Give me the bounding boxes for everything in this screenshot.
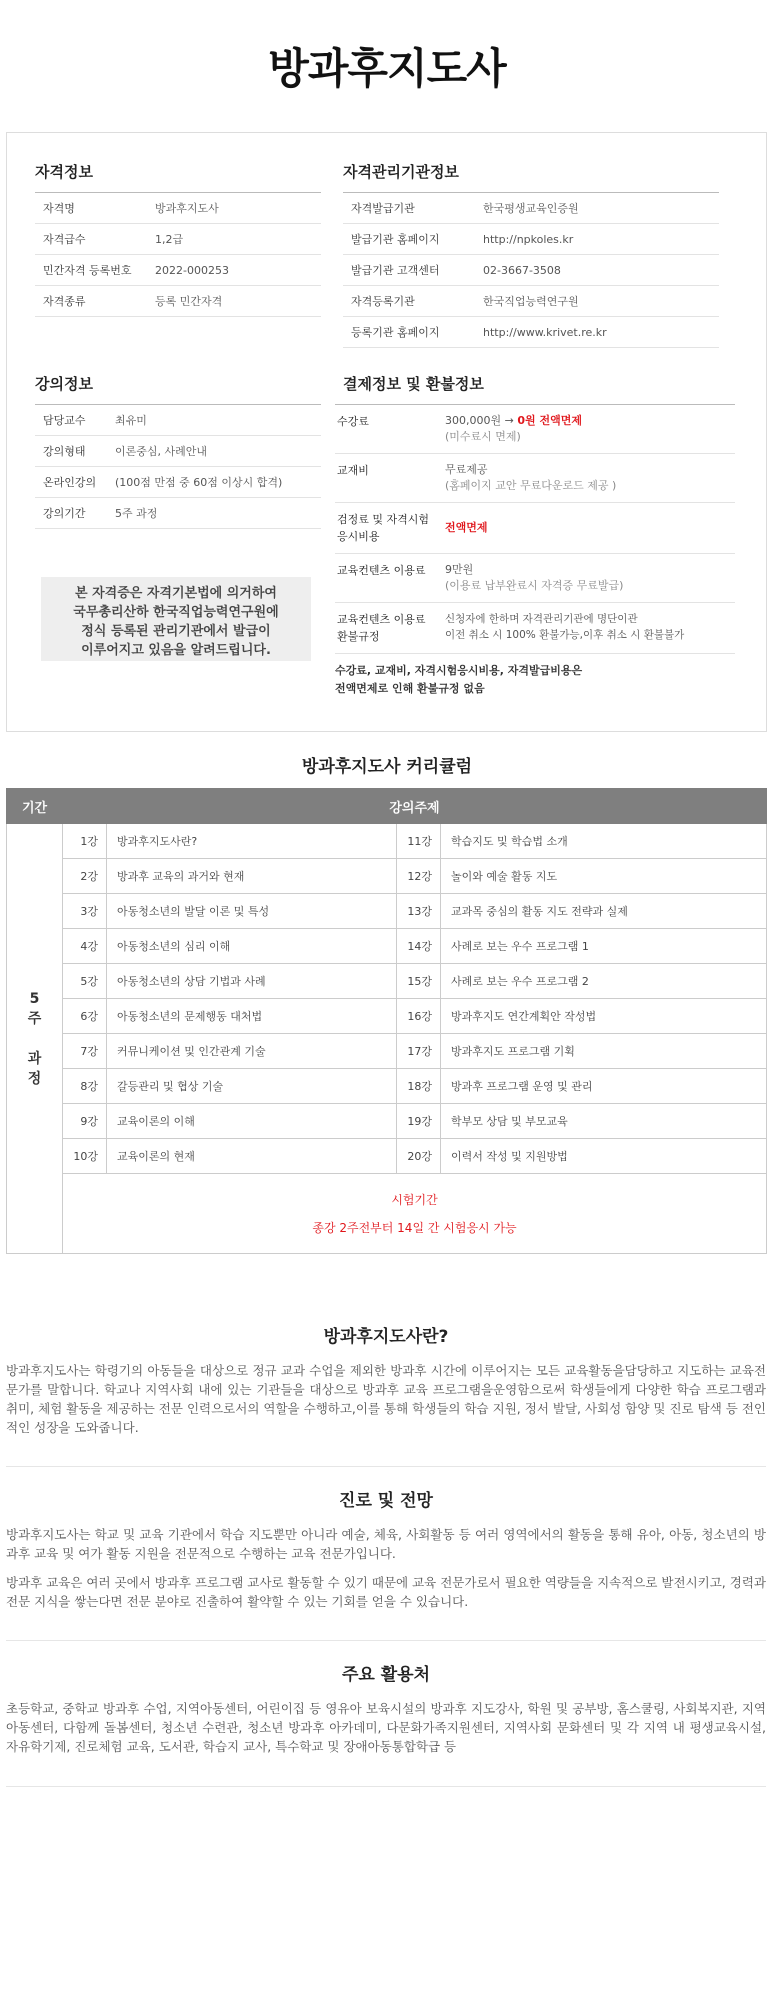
kv-row xyxy=(35,467,321,498)
fee-label xyxy=(335,611,445,645)
kv-value: 한국직업능력연구원 xyxy=(483,295,579,308)
kv-value: (100점 만점 중 60점 이상시 합격) xyxy=(115,476,283,489)
kv-key: 자격종류 xyxy=(43,295,86,308)
lesson-number: 18강 xyxy=(397,1069,441,1104)
lesson-number: 10강 xyxy=(63,1139,107,1174)
kv-row xyxy=(343,193,719,224)
material-value: 무료제공 xyxy=(445,463,488,476)
fee-label: 교육컨텐츠 이용료 xyxy=(337,564,426,577)
lesson-topic: 사례로 보는 우수 프로그램 1 xyxy=(441,929,767,964)
fee-label-line: 응시비용 xyxy=(337,530,380,543)
lesson-topic: 사례로 보는 우수 프로그램 2 xyxy=(441,964,767,999)
kv-row xyxy=(35,193,321,224)
footnote-line: 전액면제로 인해 환불규정 없음 xyxy=(335,682,485,695)
exam-desc: 종강 2주전부터 14일 간 시험응시 가능 xyxy=(312,1220,517,1235)
table-row xyxy=(7,859,767,894)
lesson-number: 9강 xyxy=(63,1104,107,1139)
kv-row xyxy=(343,286,719,317)
kv-row xyxy=(35,255,321,286)
table-row xyxy=(7,1034,767,1069)
lesson-topic: 이력서 작성 및 지원방법 xyxy=(441,1139,767,1174)
kv-row xyxy=(343,224,719,255)
payment-section xyxy=(335,373,735,698)
lesson-number: 12강 xyxy=(397,859,441,894)
kv-row xyxy=(35,224,321,255)
kv-value: 한국평생교육인증원 xyxy=(483,202,579,215)
lesson-number: 19강 xyxy=(397,1104,441,1139)
col-period-header: 기간 xyxy=(7,789,63,824)
kv-key: 자격발급기관 xyxy=(351,202,415,215)
arrow-icon: → xyxy=(504,414,514,427)
exam-value: 전액면제 xyxy=(445,521,488,534)
kv-row xyxy=(343,317,719,348)
kv-value: 등록 민간자격 xyxy=(155,295,223,308)
lesson-number: 4강 xyxy=(63,929,107,964)
lesson-topic: 방과후지도 연간계획안 작성법 xyxy=(441,999,767,1034)
fee-label xyxy=(335,511,445,545)
usage-body: 초등학교, 중학교 방과후 수업, 지역아동센터, 어린이집 등 영유아 보육시설의 방과후 지도강사, 학원 및 공부방, 홈스쿨링, 사회복지관, 지역아동센터, 다함께 돌봄센터, 청소년 수련관, 청소년 방과후 아카데미, 다문화가족지원센터, 지역사회 문화센터 및 각 지역 내 평생교육시설, 자유학기제, 진로체험 교육, 도서관, 학습지 교사, 특수학교 및 장애아동통합학급 등 xyxy=(6,1701,766,1754)
material-note: (홈페이지 교안 무료다운로드 제공 ) xyxy=(445,479,617,492)
fee-label: 교재비 xyxy=(337,464,369,477)
lesson-topic: 방과후 교육의 과거와 현재 xyxy=(107,859,397,894)
fee-label-line: 환불규정 xyxy=(337,630,380,643)
lesson-number: 3강 xyxy=(63,894,107,929)
info-box xyxy=(6,132,767,732)
lesson-number: 7강 xyxy=(63,1034,107,1069)
lesson-topic: 방과후지도사란? xyxy=(107,824,397,859)
table-row xyxy=(7,824,767,859)
notice-line: 이루어지고 있음을 알려드립니다. xyxy=(81,643,271,658)
lesson-number: 16강 xyxy=(397,999,441,1034)
tuition-free: 0원 전액면제 xyxy=(517,414,582,427)
kv-key: 담당교수 xyxy=(43,414,86,427)
lesson-topic: 아동청소년의 심리 이해 xyxy=(107,929,397,964)
lesson-topic: 아동청소년의 문제행동 대처법 xyxy=(107,999,397,1034)
about-heading: 방과후지도사란? xyxy=(323,1327,449,1347)
period-cell xyxy=(7,824,63,1254)
usage-heading: 주요 활용처 xyxy=(341,1665,431,1685)
qualification-heading: 자격정보 xyxy=(35,161,321,193)
lesson-topic: 교과목 중심의 활동 지도 전략과 실제 xyxy=(441,894,767,929)
fee-row-material xyxy=(335,454,735,503)
lesson-topic: 아동청소년의 발달 이론 및 특성 xyxy=(107,894,397,929)
fee-label-line: 교육컨텐츠 이용료 xyxy=(337,613,426,626)
agency-homepage-link[interactable]: http://npkoles.kr xyxy=(483,232,574,246)
kv-key: 민간자격 등록번호 xyxy=(43,264,132,277)
kv-key: 자격등록기관 xyxy=(351,295,415,308)
divider xyxy=(6,1786,766,1787)
fee-row-tuition xyxy=(335,405,735,454)
lecture-section xyxy=(35,373,321,529)
career-heading: 진로 및 전망 xyxy=(339,1491,433,1511)
registry-homepage-link[interactable]: http://www.krivet.re.kr xyxy=(483,325,607,339)
table-row xyxy=(7,964,767,999)
curriculum-table xyxy=(6,788,767,1254)
divider xyxy=(6,1640,766,1641)
refund-line: 신청자에 한하며 자격관리기관에 명단이관 xyxy=(445,613,638,625)
agency-section xyxy=(343,161,719,348)
fee-row-exam xyxy=(335,503,735,554)
content-note: (이용료 납부완료시 자격증 무료발급) xyxy=(445,579,624,592)
kv-key: 강의기간 xyxy=(43,507,86,520)
table-row xyxy=(7,1139,767,1174)
col-topic-header: 강의주제 xyxy=(63,789,767,824)
kv-key: 온라인강의 xyxy=(43,476,97,489)
period-text: 정 xyxy=(27,1070,42,1087)
lesson-number: 2강 xyxy=(63,859,107,894)
lesson-number: 13강 xyxy=(397,894,441,929)
kv-value: 02-3667-3508 xyxy=(483,263,561,277)
fee-footnote xyxy=(335,654,735,698)
lesson-topic: 방과후지도 프로그램 기획 xyxy=(441,1034,767,1069)
period-text: 주 xyxy=(27,1010,42,1027)
lesson-number: 5강 xyxy=(63,964,107,999)
lesson-number: 14강 xyxy=(397,929,441,964)
about-body: 방과후지도사는 학령기의 아동들을 대상으로 정규 교과 수업을 제외한 방과후 시간에 이루어지는 모든 교육활동을담당하고 지도하는 교육전문가를 말합니다. 학교나 지역사회 내에 있는 기관들을 대상으로 방과후 교육 프로그램을운영함으로써 학생들에게 다양한 학습 프로그램과 취미, 체험 활동을 제공하는 전문 인력으로서의 역할을 수행하고,이를 통해 학생들의 학습 지원, 정서 발달, 사회성 함양 및 진로 탐색 등 전인적인 성장을 도와줍니다. xyxy=(6,1363,766,1435)
agency-heading: 자격관리기관정보 xyxy=(343,161,719,193)
kv-key: 발급기관 홈페이지 xyxy=(351,233,440,246)
table-row xyxy=(7,929,767,964)
refund-line: 이전 취소 시 100% 환불가능,이후 취소 시 환불불가 xyxy=(445,629,685,641)
lesson-number: 11강 xyxy=(397,824,441,859)
tuition-note: (미수료시 면제) xyxy=(445,430,521,443)
kv-row xyxy=(35,405,321,436)
lesson-topic: 방과후 프로그램 운영 및 관리 xyxy=(441,1069,767,1104)
divider xyxy=(6,1466,766,1467)
lesson-topic: 교육이론의 이해 xyxy=(107,1104,397,1139)
table-row xyxy=(7,999,767,1034)
lesson-topic: 커뮤니케이션 및 인간관계 기술 xyxy=(107,1034,397,1069)
period-text: 5 xyxy=(29,990,40,1007)
tuition-price: 300,000원 xyxy=(445,414,502,427)
about-section xyxy=(6,1322,766,1447)
fee-label: 수강료 xyxy=(337,415,369,428)
lesson-number: 6강 xyxy=(63,999,107,1034)
kv-key: 강의형태 xyxy=(43,445,86,458)
curriculum-title: 방과후지도사 커리큘럼 xyxy=(301,757,473,777)
kv-value: 방과후지도사 xyxy=(155,202,219,215)
kv-value: 최유미 xyxy=(115,414,147,427)
kv-value: 5주 과정 xyxy=(115,507,158,520)
lesson-topic: 학습지도 및 학습법 소개 xyxy=(441,824,767,859)
kv-value: 2022-000253 xyxy=(155,263,229,277)
exam-cell xyxy=(63,1174,767,1254)
lesson-topic: 놀이와 예술 활동 지도 xyxy=(441,859,767,894)
table-row xyxy=(7,894,767,929)
lesson-topic: 학부모 상담 및 부모교육 xyxy=(441,1104,767,1139)
kv-key: 자격급수 xyxy=(43,233,86,246)
kv-key: 자격명 xyxy=(43,202,75,215)
table-row xyxy=(7,1104,767,1139)
kv-row xyxy=(343,255,719,286)
lecture-heading: 강의정보 xyxy=(35,373,321,405)
qualification-section xyxy=(35,161,321,317)
lesson-number: 20강 xyxy=(397,1139,441,1174)
career-body: 방과후 교육은 여러 곳에서 방과후 프로그램 교사로 활동할 수 있기 때문에 교육 전문가로서 필요한 역량들을 지속적으로 발전시키고, 경력과 전문 지식을 쌓는다면 전문 분야로 진출하여 활약할 수 있는 기회를 얻을 수 있습니다. xyxy=(6,1575,766,1609)
lesson-number: 1강 xyxy=(63,824,107,859)
footnote-line: 수강료, 교재비, 자격시험응시비용, 자격발급비용은 xyxy=(335,664,583,677)
lesson-topic: 갈등관리 및 협상 기술 xyxy=(107,1069,397,1104)
kv-key: 발급기관 고객센터 xyxy=(351,264,440,277)
kv-value: 이론중심, 사례안내 xyxy=(115,445,208,458)
notice-line: 정식 등록된 관리기관에서 발급이 xyxy=(81,624,271,639)
kv-row xyxy=(35,498,321,529)
career-body: 방과후지도사는 학교 및 교육 기관에서 학습 지도뿐만 아니라 예술, 체육, 사회활동 등 여러 영역에서의 활동을 통해 유아, 아동, 청소년의 방과후 교육 및 여가 활동 지원을 전문적으로 수행하는 교육 전문가입니다. xyxy=(6,1527,766,1561)
kv-row xyxy=(35,286,321,317)
fee-label-line: 검정료 및 자격시험 xyxy=(337,513,430,526)
notice-box xyxy=(41,577,311,661)
lesson-topic: 교육이론의 현재 xyxy=(107,1139,397,1174)
payment-heading: 결제정보 및 환불정보 xyxy=(335,373,735,405)
fee-row-content xyxy=(335,554,735,603)
page-title: 방과후지도사 xyxy=(268,44,506,93)
period-text: 과 xyxy=(27,1050,42,1067)
kv-value: 1,2급 xyxy=(155,233,184,246)
notice-line: 본 자격증은 자격기본법에 의거하여 xyxy=(75,586,277,601)
lesson-number: 8강 xyxy=(63,1069,107,1104)
exam-title: 시험기간 xyxy=(391,1192,438,1207)
lesson-number: 15강 xyxy=(397,964,441,999)
kv-key: 등록기관 홈페이지 xyxy=(351,326,440,339)
usage-section xyxy=(6,1660,766,1766)
lesson-topic: 아동청소년의 상담 기법과 사례 xyxy=(107,964,397,999)
table-row xyxy=(7,1069,767,1104)
lesson-number: 17강 xyxy=(397,1034,441,1069)
fee-row-refund xyxy=(335,603,735,654)
notice-line: 국무총리산하 한국직업능력연구원에 xyxy=(73,605,279,620)
exam-row xyxy=(7,1174,767,1254)
career-section xyxy=(6,1486,766,1621)
content-value: 9만원 xyxy=(445,563,474,576)
kv-row xyxy=(35,436,321,467)
